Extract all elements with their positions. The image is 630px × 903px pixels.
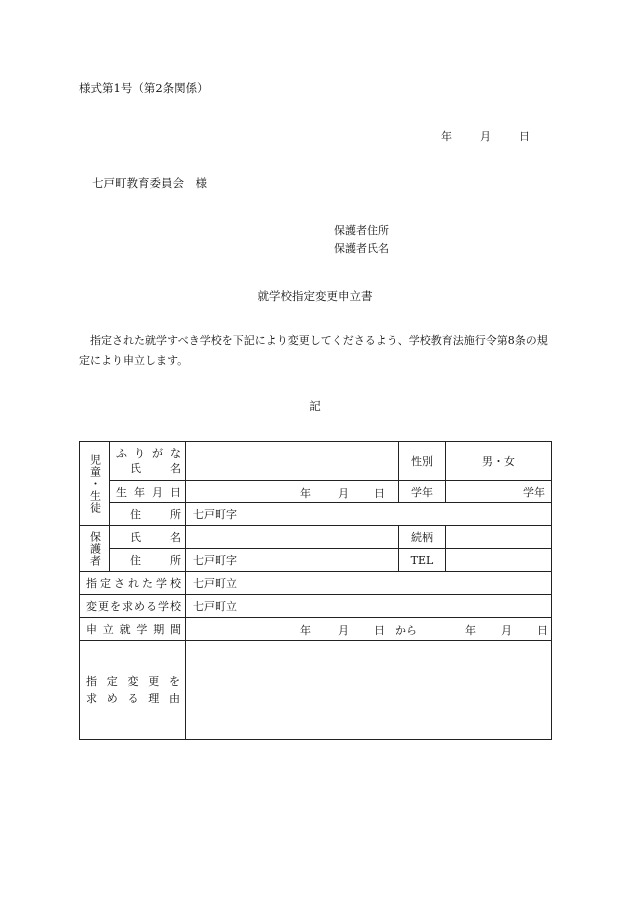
tel-field[interactable] (446, 549, 552, 572)
period-from-year: 年 (300, 624, 311, 637)
period-from-month: 月 (338, 624, 349, 637)
reason-label-line2: 求める理由 (86, 692, 180, 705)
date-year: 年 (441, 130, 452, 143)
birthdate-label: 生年月日 (110, 481, 186, 503)
reason-label-cell (80, 641, 186, 740)
period-to-month: 月 (501, 624, 512, 637)
designated-school-label: 指定された学校 (80, 572, 186, 595)
guardian-address-label-cell: 住所 (110, 549, 186, 572)
period-label: 申立就学期間 (80, 618, 186, 641)
ki-heading: 記 (309, 399, 321, 413)
addressee: 七戸町教育委員会 様 (92, 176, 207, 190)
grade-label: 学年 (399, 481, 446, 503)
student-group-cell (80, 442, 110, 526)
requested-school-field[interactable]: 七戸町立 (186, 595, 552, 618)
student-name-label: 氏名 (130, 462, 181, 475)
student-address-field[interactable]: 七戸町字 (186, 503, 552, 526)
application-form-table (79, 441, 552, 740)
reason-label-line1: 指定変更を (86, 675, 180, 688)
student-group-label: 児童・生徒 (88, 453, 102, 514)
guardian-group-cell (80, 526, 110, 572)
furigana-name-label-cell (110, 442, 186, 481)
gender-label: 性別 (399, 442, 446, 481)
relation-field[interactable] (446, 526, 552, 549)
date-month: 月 (480, 130, 491, 143)
tel-label: TEL (399, 549, 446, 572)
period-from-suffix: から (395, 624, 417, 637)
grade-field[interactable]: 学年 (446, 481, 552, 503)
guardian-name-label-cell: 氏名 (110, 526, 186, 549)
furigana-label: ふりがな (116, 447, 181, 460)
guardian-address-field[interactable]: 七戸町字 (186, 549, 399, 572)
period-to-year: 年 (465, 624, 476, 637)
period-from-day: 日 (374, 624, 385, 637)
student-name-field[interactable] (186, 442, 399, 481)
birthdate-field[interactable] (186, 481, 399, 503)
form-number: 様式第1号（第2条関係） (79, 81, 209, 95)
guardian-name-label: 保護者氏名 (334, 242, 389, 255)
document-title: 就学校指定変更申立書 (257, 289, 373, 303)
period-field[interactable] (186, 618, 552, 641)
birth-year: 年 (300, 487, 311, 500)
birth-month: 月 (338, 487, 349, 500)
guardian-address-label: 保護者住所 (334, 224, 389, 237)
period-to-day: 日 (537, 624, 548, 637)
reason-field[interactable] (186, 641, 552, 740)
date-day: 日 (519, 130, 530, 143)
designated-school-field[interactable]: 七戸町立 (186, 572, 552, 595)
guardian-group-label: 保護者 (88, 530, 102, 567)
body-text: 指定された就学すべき学校を下記により変更してくださるよう、学校教育法施行令第8条の規定により申立します。 (79, 334, 548, 367)
relation-label: 続柄 (399, 526, 446, 549)
birth-day: 日 (374, 487, 385, 500)
gender-field[interactable]: 男・女 (446, 442, 552, 481)
guardian-name-field[interactable] (186, 526, 399, 549)
student-address-label: 住所 (110, 503, 186, 526)
submission-date (441, 128, 530, 144)
requested-school-label: 変更を求める学校 (80, 595, 186, 618)
